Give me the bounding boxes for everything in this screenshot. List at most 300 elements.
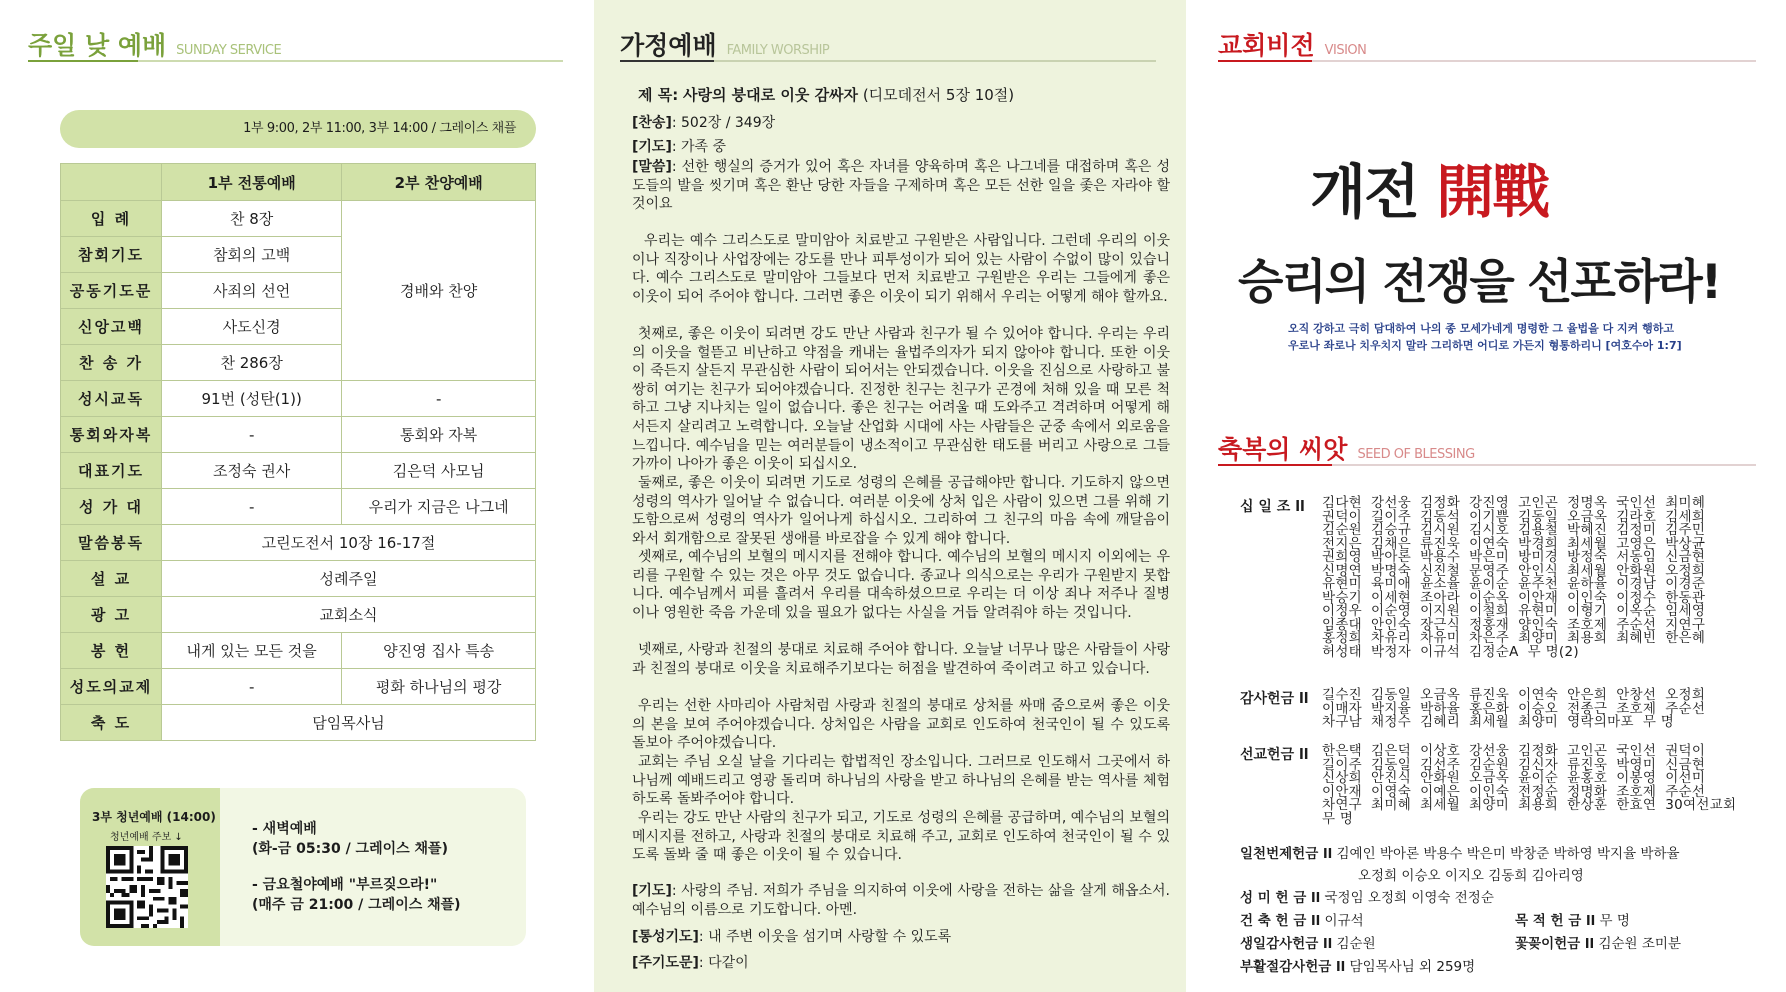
donor-name: 김정순A	[1469, 643, 1519, 660]
donor-name: 박혜진	[1567, 522, 1608, 538]
thousand-offering-names: 김예인 박아론 박용수 박은미 박창준 박하영 박지율 박하율	[1336, 846, 1680, 862]
donor-name: 홍은화	[1469, 700, 1510, 717]
donor-name: 허성태	[1322, 643, 1363, 660]
row-value: 사도신경	[162, 309, 342, 345]
donor-name: 김혜리	[1420, 714, 1461, 730]
donor-name: 이규석	[1420, 643, 1461, 660]
friday-service-label: - 금요철야예배 "부르짖으라!"	[252, 877, 438, 893]
donor-name: 오금옥	[1567, 508, 1608, 525]
section-rule-accent	[1218, 60, 1312, 62]
donor-name: 육미애	[1371, 576, 1412, 592]
donor-name: 전정순	[1518, 783, 1559, 800]
flower-offering-names: 김순원 조미분	[1598, 936, 1682, 952]
donor-name: 무 명	[1322, 810, 1354, 827]
donor-name: 최양미	[1518, 714, 1559, 730]
donor-name: 김용철	[1518, 522, 1559, 538]
donor-name: 이선미	[1665, 770, 1706, 786]
donor-name: 김순원	[1322, 522, 1363, 538]
closing-prayer	[632, 882, 1170, 919]
donor-name: 임종대	[1322, 616, 1363, 633]
donor-name: 윤홍호	[1567, 770, 1608, 786]
donor-name: 이승오	[1518, 700, 1559, 717]
row-value: 양진영 집사 특송	[342, 633, 536, 669]
row-label: 설 교	[61, 561, 162, 597]
unison-prayer	[632, 926, 951, 946]
donor-name: 신명연	[1322, 562, 1363, 579]
row-label: 성도의교제	[61, 669, 162, 705]
table-row	[61, 669, 536, 705]
family-worship-panel	[594, 0, 1186, 992]
donor-name: 한상훈	[1567, 797, 1608, 813]
donor-name: 최양미	[1469, 797, 1510, 813]
donor-name: 이예은	[1420, 783, 1461, 800]
donor-name: 박경희	[1518, 535, 1559, 552]
donor-name: 양인숙	[1518, 616, 1559, 633]
building-offering-label: 건 축 헌 금 ll	[1240, 913, 1321, 929]
donor-name: 임세영	[1665, 603, 1706, 619]
table-row	[61, 201, 536, 237]
table-row	[61, 453, 536, 489]
donor-name: 신진철	[1420, 562, 1461, 579]
donor-name: 정홍재	[1469, 616, 1510, 633]
table-header-traditional: 1부 전통예배	[162, 164, 342, 201]
donor-name: 박상균	[1665, 535, 1706, 552]
donor-name: 정명화	[1567, 783, 1608, 800]
body-paragraph: 우리는 선한 사마리아 사람처럼 사랑과 친절의 붕대로 상처를 싸매 줌으로써 좋은 이웃의 본을 보여 주어야겠습니다. 상처입은 사람을 교회로 인도하여 천국인이 될 수 있도록 돌보아 주어야겠습니다.	[632, 698, 1170, 752]
table-header-praise: 2부 찬양예배	[342, 164, 536, 201]
donor-name: 문영주	[1469, 562, 1510, 579]
qr-code-icon[interactable]	[106, 846, 188, 928]
row-label: 축 도	[61, 705, 162, 741]
donor-name: 한효연	[1616, 797, 1657, 813]
dawn-service-label: - 새벽예배	[252, 821, 317, 837]
donor-name: 윤이순	[1469, 576, 1510, 592]
flower-offering-label: 꽃꽂이헌금 ll	[1515, 936, 1595, 952]
family-worship-header	[620, 26, 829, 62]
rice-offering-line	[1240, 886, 1494, 906]
donor-name: 최세월	[1567, 562, 1608, 579]
donor-name: 박승기	[1322, 589, 1363, 606]
building-offering-line	[1240, 909, 1364, 929]
donor-name: 김선주	[1420, 756, 1461, 773]
vision-verse-line2: 우로나 좌로나 치우치지 말라 그리하면 어디로 가든지 형통하리니 [여호수아 1:7]	[1288, 339, 1682, 352]
section-subtitle: SUNDAY SERVICE	[176, 43, 282, 58]
donor-name: 강선웅	[1469, 743, 1510, 759]
donor-name: 이지원	[1420, 603, 1461, 619]
donor-name: 국인선	[1616, 495, 1657, 511]
donor-name: 김동일	[1371, 687, 1412, 703]
section-rule-accent	[1218, 464, 1332, 466]
topic-text: 사랑의 붕대로 이웃 감싸자	[682, 86, 859, 104]
birthday-offering-names: 김순원	[1336, 936, 1376, 952]
mission-offering-label: 선교헌금 ll	[1240, 747, 1309, 763]
row-value-span: 성례주일	[162, 561, 536, 597]
thanks-name-list	[1322, 689, 1762, 730]
donor-name: 김동일	[1371, 756, 1412, 773]
donor-name: 영락의마포	[1567, 714, 1634, 730]
table-row	[61, 489, 536, 525]
row-value: 참회의 고백	[162, 237, 342, 273]
friday-service-time: (매주 금 21:00 / 그레이스 채플)	[252, 897, 461, 913]
donor-name: 박영미	[1616, 756, 1657, 773]
donor-name: 이안재	[1518, 589, 1559, 606]
donor-name: 최세월	[1567, 535, 1608, 552]
donor-name: 안창선	[1616, 687, 1657, 703]
lords-prayer	[632, 952, 749, 972]
donor-name: 최세월	[1469, 714, 1510, 730]
donor-name: 오금옥	[1469, 770, 1510, 786]
thousand-offering-label: 일천번제헌금 ll	[1240, 846, 1333, 862]
topic-reference: (디모데전서 5장 10절)	[862, 86, 1015, 104]
row-value-span: 고린도전서 10장 16-17절	[162, 525, 536, 561]
donor-name: 이정수	[1616, 589, 1657, 606]
row-value: 통회와 자복	[342, 417, 536, 453]
donor-name: 채정수	[1371, 714, 1412, 730]
row-value: 사죄의 선언	[162, 273, 342, 309]
closing-prayer-label: [기도]	[632, 883, 672, 899]
rice-offering-names: 국정임 오정희 이영숙 전정순	[1324, 890, 1494, 906]
donor-name: 이인숙	[1567, 589, 1608, 606]
tithe-name-list	[1322, 497, 1762, 659]
donor-name: 홍정희	[1322, 630, 1363, 646]
section-title: 축복의 씨앗	[1218, 435, 1348, 464]
row-value: 평화 하나님의 평강	[342, 669, 536, 705]
donor-name: 최미혜	[1371, 797, 1412, 813]
row-value: 조정숙 권사	[162, 453, 342, 489]
row-label: 성시교독	[61, 381, 162, 417]
donor-name: 차유리	[1371, 630, 1412, 646]
donor-name: 이봉영	[1616, 770, 1657, 786]
row-value-span: 교회소식	[162, 597, 536, 633]
donor-name: 김동석	[1420, 508, 1461, 525]
flower-offering-line	[1515, 932, 1681, 952]
scripture-label: [말씀]	[632, 159, 672, 175]
section-subtitle: VISION	[1324, 43, 1367, 58]
scripture-block	[632, 158, 1170, 214]
purpose-offering-names: 무 명	[1599, 913, 1630, 929]
donor-name: 김채은	[1371, 535, 1412, 552]
donor-name: 최세월	[1420, 797, 1461, 813]
service-order-table	[60, 163, 536, 741]
donor-name: 박은미	[1469, 549, 1510, 565]
vision-headline-hanja: 開戰	[1436, 158, 1549, 226]
topic-label: 제 목:	[638, 86, 679, 104]
scripture-text: : 선한 행실의 증거가 있어 혹은 자녀를 양육하며 혹은 나그네를 대접하며 혹은 성도들의 발을 씻기며 혹은 환난 당한 자들을 구제하며 혹은 모든 선한 일을 좇은 자라야 할 것이요	[632, 159, 1170, 213]
donor-name: 김다현	[1322, 495, 1363, 511]
donor-name: 김승규	[1371, 522, 1412, 538]
donor-name: 서동임	[1616, 549, 1657, 565]
donor-name: 장근식	[1420, 616, 1461, 633]
mission-name-list	[1322, 745, 1762, 826]
table-row	[61, 381, 536, 417]
row-value: -	[342, 381, 536, 417]
donor-name: 한동관	[1665, 589, 1706, 606]
donor-name: 김시호	[1469, 522, 1510, 538]
sunday-service-header	[28, 26, 281, 62]
donor-name: 이옥순	[1616, 603, 1657, 619]
donor-name: 박하율	[1420, 700, 1461, 717]
donor-name: 무 명	[1642, 714, 1675, 730]
donor-name: 이세현	[1371, 589, 1412, 606]
donor-name: 이연숙	[1469, 535, 1510, 552]
donor-name: 무 명(2)	[1527, 643, 1579, 660]
donor-name: 차연구	[1322, 797, 1363, 813]
row-value: 찬 286장	[162, 345, 342, 381]
donor-name: 오정희	[1665, 687, 1706, 703]
donor-name: 김정미	[1616, 522, 1657, 538]
donor-name: 차유미	[1420, 630, 1461, 646]
table-row	[61, 561, 536, 597]
service-times: 1부 9:00, 2부 11:00, 3부 14:00 / 그레이스 채플	[60, 110, 536, 148]
row-label: 찬 송 가	[61, 345, 162, 381]
donor-name: 신금현	[1665, 756, 1706, 773]
donor-name: 김정화	[1420, 495, 1461, 511]
donor-name: 최미혜	[1665, 495, 1706, 511]
donor-name: 전지은	[1322, 535, 1363, 552]
row-label: 참회기도	[61, 237, 162, 273]
donor-name: 박아론	[1371, 549, 1412, 565]
thousand-offering-line	[1240, 842, 1680, 862]
body-paragraph: 둘째로, 좋은 이웃이 되려면 기도로 성령의 은혜를 공급해야만 합니다. 기도하지 않으면 성령의 역사가 일어날 수 없습니다. 여러분 이웃에 상처 입은 사람이 있으면 그를 위해 기도함으로써 성령의 역사가 일어나게 하십시오. 그리하여 그 친구의 마음 속에 깨달음이 와서 회개함으로 잘못된 생애를 바로잡을 수 있게 해야 합니다.	[632, 475, 1170, 547]
youth-service-title: 3부 청년예배 (14:00)	[92, 810, 216, 824]
donor-name: 최혜빈	[1616, 630, 1657, 646]
hymn-line	[632, 112, 775, 132]
table-row	[61, 633, 536, 669]
section-subtitle: SEED OF BLESSING	[1357, 447, 1475, 462]
donor-name: 최양미	[1518, 630, 1559, 646]
thousand-offering-names-cont: 오정희 이승오 이지오 김동희 김아리영	[1358, 868, 1584, 884]
row-label: 신앙고백	[61, 309, 162, 345]
donor-name: 이철희	[1469, 603, 1510, 619]
donor-name: 이정우	[1322, 603, 1363, 619]
row-label: 성 가 대	[61, 489, 162, 525]
row-value: 91번 (성탄(1))	[162, 381, 342, 417]
donor-name: 이경남	[1616, 576, 1657, 592]
donor-name: 주순선	[1616, 616, 1657, 633]
row-value: 김은덕 사모님	[342, 453, 536, 489]
donor-name: 길이주	[1371, 508, 1412, 525]
donor-name: 이형기	[1567, 603, 1608, 619]
vision-headline-korean: 개전	[1310, 158, 1419, 226]
donor-name: 차은주	[1469, 630, 1510, 646]
donor-name: 안진식	[1371, 770, 1412, 786]
dawn-service-time: (화-금 05:30 / 그레이스 채플)	[252, 841, 448, 857]
section-subtitle: FAMILY WORSHIP	[726, 43, 830, 58]
birthday-offering-label: 생일감사헌금 ll	[1240, 936, 1333, 952]
hymn-value: : 502장 / 349장	[671, 115, 776, 131]
easter-offering-names: 담임목사님 외 259명	[1349, 959, 1476, 975]
lords-prayer-text: : 다같이	[698, 955, 749, 971]
donor-name: 이매자	[1322, 700, 1363, 717]
donor-name: 이인숙	[1469, 783, 1510, 800]
row-value: -	[162, 417, 342, 453]
table-row	[61, 417, 536, 453]
donor-name: 김동일	[1518, 508, 1559, 525]
row-label: 대표기도	[61, 453, 162, 489]
body-paragraph: 첫째로, 좋은 이웃이 되려면 강도 만난 사람과 친구가 될 수 있어야 합니다. 우리는 우리의 이웃을 헐뜯고 비난하고 약점을 캐내는 율법주의자가 되지 않아야 합니다. 또한 이웃이 죽든지 살든지 무관심한 사람이 되어서는 안되겠습니다. 이웃을 진심으로 사랑하고 불쌍히 여기는 친구가 되어야겠습니다. 진정한 친구는 친구가 곤경에 처해 있을 때 모른 척하고 그냥 지나치는 일이 없습니다. 좋은 친구는 어려울 때 도와주고 격려하며 어떻게 해서든지 살리려고 노력합니다. 오늘날 산업화 시대에 사는 사람들은 군중 속에서 외로움을 느낍니다. 예수님을 믿는 여러분들이 냉소적이고 무관심한 태도를 버리고 사랑으로 그들 가까이 나아가 좋은 이웃이 되십시오.	[632, 326, 1170, 473]
table-row	[61, 597, 536, 633]
table-row	[61, 705, 536, 741]
prayer-value: : 가족 중	[671, 139, 727, 155]
hymn-label: [찬송]	[632, 115, 672, 131]
donor-name: 전종근	[1567, 700, 1608, 717]
donor-name: 권희영	[1322, 549, 1363, 565]
donor-name: 안화원	[1420, 770, 1461, 786]
closing-prayer-text: : 사랑의 주님. 저희가 주님을 의지하여 이웃에 사랑을 전하는 삶을 살게 해옵소서. 예수님의 이름으로 기도합니다. 아멘.	[632, 883, 1170, 918]
row-label: 통회와자복	[61, 417, 162, 453]
donor-name: 오정희	[1665, 562, 1706, 579]
table-header-empty	[61, 164, 162, 201]
row-value: -	[162, 489, 342, 525]
donor-name: 한은혜	[1665, 630, 1706, 646]
donor-name: 권덕이	[1322, 508, 1363, 525]
donor-name: 류진욱	[1420, 535, 1461, 552]
donor-name: 김시원	[1420, 522, 1461, 538]
donor-name: 박지율	[1371, 700, 1412, 717]
donor-name: 강진영	[1469, 495, 1510, 511]
donor-name: 류진욱	[1469, 687, 1510, 703]
donor-name: 김정화	[1518, 743, 1559, 759]
unison-prayer-label: [통성기도]	[632, 929, 699, 945]
row-value: -	[162, 669, 342, 705]
donor-name: 국인선	[1616, 743, 1657, 759]
donor-name: 윤소율	[1420, 576, 1461, 592]
donor-name: 안화원	[1616, 562, 1657, 579]
donor-name: 유현미	[1322, 576, 1363, 592]
prayer-line	[632, 136, 726, 156]
donor-name: 고인곤	[1567, 743, 1608, 759]
donor-name: 방미경	[1518, 549, 1559, 565]
donor-name: 신금현	[1665, 549, 1706, 565]
row-label: 공동기도문	[61, 273, 162, 309]
donor-name: 권덕이	[1665, 743, 1706, 759]
vision-headline	[1310, 145, 1548, 229]
donor-name: 조아라	[1420, 589, 1461, 606]
sunday-service-panel	[0, 0, 590, 992]
donor-name: 류진욱	[1567, 756, 1608, 773]
donor-name: 30여선교회	[1665, 797, 1737, 813]
building-offering-names: 이규석	[1324, 913, 1364, 929]
donor-name: 이안재	[1322, 783, 1363, 800]
donor-name: 조호제	[1616, 783, 1657, 800]
row-value: 내게 있는 모든 것을	[162, 633, 342, 669]
donor-name: 조호제	[1616, 700, 1657, 717]
thanks-offering-label: 감사헌금 ll	[1240, 691, 1309, 707]
youth-service-side	[80, 788, 220, 946]
body-paragraph: 넷째로, 사랑과 친절의 붕대로 치료해 주어야 합니다. 오늘날 너무나 많은 사람들이 사랑과 친절의 붕대로 이웃을 치료해주기보다는 허점을 발견하여 죽이려고 하고 있습니다.	[632, 642, 1170, 677]
donor-name: 신상희	[1322, 770, 1363, 786]
donor-name: 길수진	[1322, 687, 1363, 703]
donor-name: 고인곤	[1518, 495, 1559, 511]
lords-prayer-label: [주기도문]	[632, 955, 699, 971]
donor-name: 이순영	[1371, 603, 1412, 619]
donor-name: 김세희	[1665, 508, 1706, 525]
donor-name: 윤하율	[1567, 576, 1608, 592]
unison-prayer-text: : 내 주변 이웃을 섬기며 사랑할 수 있도록	[698, 929, 952, 945]
donor-name: 고영은	[1616, 535, 1657, 552]
donor-name: 방정숙	[1567, 549, 1608, 565]
rice-offering-label: 성 미 헌 금 ll	[1240, 890, 1321, 906]
sermon-topic	[638, 84, 1014, 105]
vision-header	[1218, 26, 1366, 62]
prayer-label: [기도]	[632, 139, 672, 155]
donor-name: 김주민	[1665, 522, 1706, 538]
donor-name: 이기쁨	[1469, 508, 1510, 525]
donor-name: 길이주	[1322, 756, 1363, 773]
row-label: 말씀봉독	[61, 525, 162, 561]
body-paragraph: 셋째로, 예수님의 보혈의 메시지를 전해야 합니다. 예수님의 보혈의 메시지 이외에는 우리를 구원할 수 있는 것은 아무 것도 없습니다. 종교나 의식으로는 우리가 구원받지 못합니다. 예수님께서 피를 흘려서 우리를 대속하셨으므로 우리는 더 이상 죄나 저주나 질병이나 영원한 죽음 가운데 있을 필요가 없다는 사실을 거듭 알려줘야 하는 것입니다.	[632, 549, 1170, 621]
purpose-offering-label: 목 적 헌 금 ll	[1515, 913, 1596, 929]
row-value: 우리가 지금은 나그네	[342, 489, 536, 525]
donor-name: 안은희	[1567, 687, 1608, 703]
donor-name: 안인숙	[1371, 616, 1412, 633]
donor-name: 이연숙	[1518, 687, 1559, 703]
row-label: 봉 헌	[61, 633, 162, 669]
donor-name: 주순선	[1665, 700, 1706, 717]
youth-service-box	[80, 788, 526, 946]
purpose-offering-line	[1515, 909, 1630, 929]
donor-name: 윤주천	[1518, 576, 1559, 592]
row-value: 찬 8장	[162, 201, 342, 237]
body-paragraph: 우리는 강도 만난 사람의 친구가 되고, 기도로 성령의 은혜를 공급하며, 예수님의 보혈의 메시지를 전하고, 사랑과 친절의 붕대로 치료해 주고, 교회로 인도하여 천국인이 될 수 있도록 돌봐 줄 때 좋은 이웃이 될 수 있습니다.	[632, 810, 1170, 864]
donor-name: 유현미	[1518, 603, 1559, 619]
row-value-merged: 경배와 찬양	[342, 201, 536, 381]
vision-verse-line1: 오직 강하고 극히 담대하여 나의 종 모세가네게 명령한 그 율법을 다 지켜 행하고	[1288, 322, 1674, 335]
section-title: 가정예배	[620, 31, 717, 60]
blessing-header	[1218, 430, 1475, 466]
donor-name: 정명옥	[1567, 495, 1608, 511]
donor-name: 이상호	[1420, 743, 1461, 759]
donor-name: 박정자	[1371, 643, 1412, 660]
donor-name: 최용희	[1518, 797, 1559, 813]
vision-slogan: 승리의 전쟁을 선포하라!	[1238, 255, 1721, 310]
easter-offering-line	[1240, 955, 1475, 975]
birthday-offering-line	[1240, 932, 1376, 952]
section-rule-accent	[620, 60, 714, 62]
row-label: 광 고	[61, 597, 162, 633]
donor-name: 지연구	[1665, 616, 1706, 633]
donor-name: 주순선	[1665, 783, 1706, 800]
tithe-label: 십 일 조 ll	[1240, 499, 1305, 515]
donor-name: 오금옥	[1420, 687, 1461, 703]
donor-name: 김순원	[1469, 756, 1510, 773]
donor-name: 조호제	[1567, 616, 1608, 633]
vision-panel	[1190, 0, 1786, 992]
donor-name: 박용수	[1420, 549, 1461, 565]
donor-name: 김라호	[1616, 508, 1657, 525]
donor-name: 이순옥	[1469, 589, 1510, 606]
donor-name: 안인식	[1518, 562, 1559, 579]
row-label: 입 례	[61, 201, 162, 237]
body-paragraph: 교회는 주님 오실 날을 기다리는 합법적인 장소입니다. 그러므로 인도해서 그곳에서 하나님께 예배드리고 영광 돌리며 하나님의 사랑을 받고 하나님의 은혜를 받는 역사를 체험하도록 돌봐주어야 합니다.	[632, 754, 1170, 808]
donor-name: 김은덕	[1371, 743, 1412, 759]
donor-name: 윤이순	[1518, 770, 1559, 786]
donor-name: 강선웅	[1371, 495, 1412, 511]
row-value-span: 담임목사님	[162, 705, 536, 741]
donor-name: 차구남	[1322, 714, 1363, 730]
section-title: 교회비전	[1218, 31, 1315, 60]
donor-name: 김신자	[1518, 756, 1559, 773]
youth-bulletin-label: 청년예배 주보 ↓	[110, 832, 183, 843]
table-row	[61, 525, 536, 561]
donor-name: 이경준	[1665, 576, 1706, 592]
easter-offering-label: 부활절감사헌금 ll	[1240, 959, 1346, 975]
body-paragraph: 우리는 예수 그리스도로 말미암아 치료받고 구원받은 사람입니다. 그런데 우리의 이웃이나 직장이나 사업장에는 강도를 만나 피투성이가 되어 있는 사람이 수없이 많이 있습니다. 예수 그리스도로 말미암아 그들보다 먼저 치료받고 구원받은 우리는 그들에게 좋은 이웃이 되어 주어야 합니다. 그러면 좋은 이웃이 되기 위해서 우리는 어떻게 해야 할까요.	[632, 233, 1170, 305]
donor-name: 이영숙	[1371, 783, 1412, 800]
section-rule-accent	[28, 60, 138, 62]
donor-name: 박명숙	[1371, 562, 1412, 579]
donor-name: 한은택	[1322, 743, 1363, 759]
